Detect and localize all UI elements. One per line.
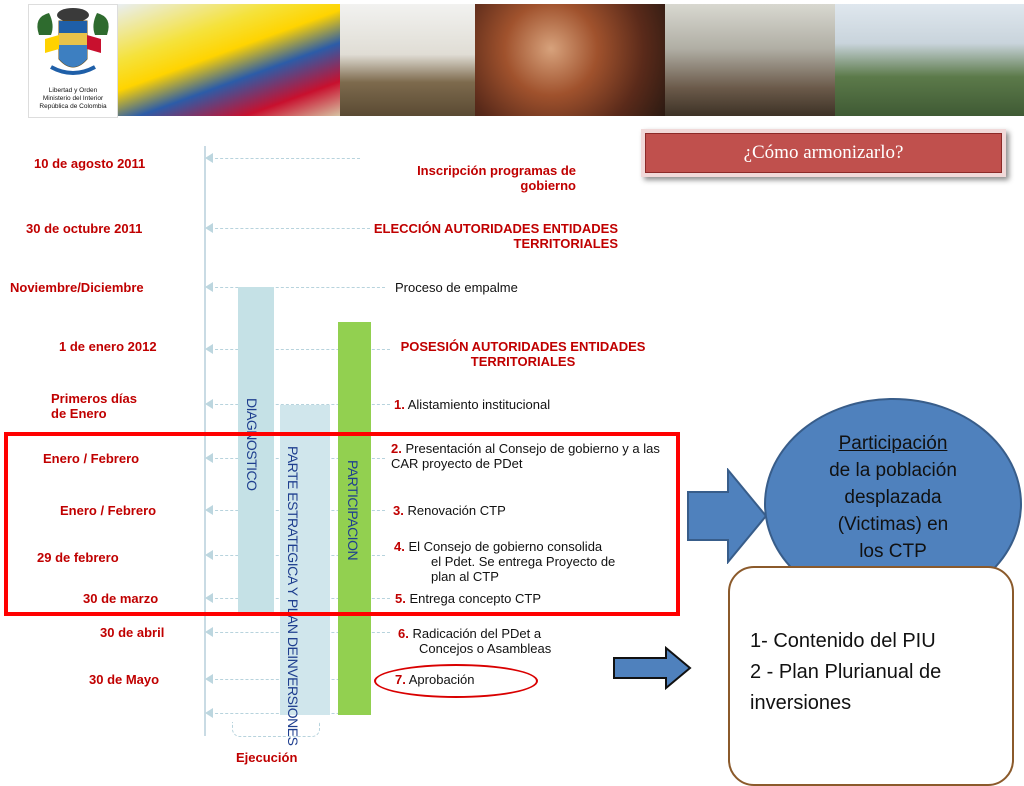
arrowhead-icon <box>205 708 213 718</box>
date-label: 1 de enero 2012 <box>59 339 157 354</box>
execution-bracket <box>232 722 320 737</box>
guide-line <box>210 287 385 288</box>
date-label: 29 de febrero <box>37 550 119 565</box>
flag-photo <box>118 4 340 116</box>
execution-label: Ejecución <box>236 750 298 765</box>
building-photo <box>340 4 475 116</box>
date-label: Enero / Febrero <box>43 451 140 466</box>
piu-box <box>728 566 1014 786</box>
date-label: 30 de abril <box>100 625 165 640</box>
crowd-photo <box>665 4 835 116</box>
coat-of-arms <box>28 4 118 118</box>
event-label: 4. El Consejo de gobierno consolida el Pdet. Se entrega Proyecto de plan al CTP <box>394 539 616 584</box>
question-box <box>641 129 1006 177</box>
highlight-oval <box>374 664 538 698</box>
event-label: 1. Alistamiento institucional <box>394 397 551 412</box>
people-photo <box>475 4 665 116</box>
guide-line <box>210 228 370 229</box>
arrowhead-icon <box>205 674 213 684</box>
coat-of-arms-icon <box>29 5 117 85</box>
bar-parte-estrategica-label: PARTE ESTRATEGICA Y PLAN DEINVERSIONES <box>285 446 301 746</box>
event-label: Proceso de empalme <box>395 280 518 295</box>
right-arrow-icon <box>686 468 768 564</box>
arrowhead-icon <box>205 399 213 409</box>
arrowhead-icon <box>205 282 213 292</box>
arrowhead-icon <box>205 627 213 637</box>
event-label: 7. Aprobación <box>395 672 475 687</box>
landscape-photo <box>835 4 1024 116</box>
event-label: 6. Radicación del PDet a Concejos o Asambleas <box>398 626 552 656</box>
piu-text: 1- Contenido del PIU 2 - Plan Plurianual de inversiones <box>750 630 942 714</box>
event-label: 5. Entrega concepto CTP <box>395 591 541 606</box>
guide-line <box>210 158 360 159</box>
event-label: ELECCIÓN AUTORIDADES ENTIDADES TERRITORIALES <box>373 221 618 251</box>
header-banner <box>0 0 1024 116</box>
date-label: Noviembre/Diciembre <box>10 280 144 295</box>
bar-participacion-label: PARTICIPACION <box>345 460 361 561</box>
bar-diagnostico-label: DIAGNOSTICO <box>244 398 260 491</box>
arrowhead-icon <box>205 223 213 233</box>
event-label: 2. Presentación al Consejo de gobierno y a las CAR proyecto de PDet <box>391 441 660 471</box>
highlight-frame <box>4 432 680 616</box>
arrowhead-icon <box>205 344 213 354</box>
date-label: Enero / Febrero <box>60 503 157 518</box>
event-label: 3. Renovación CTP <box>393 503 506 518</box>
date-label: 30 de marzo <box>83 591 159 606</box>
right-arrow-icon <box>612 646 692 690</box>
participation-text: Participación de la población desplazada (Victimas) en los CTP <box>829 433 957 562</box>
event-label: POSESIÓN AUTORIDADES ENTIDADES TERRITORIALES <box>400 339 646 369</box>
event-label: Inscripción programas de gobierno <box>417 163 576 193</box>
date-label: 30 de Mayo <box>89 672 160 687</box>
date-label: Primeros días de Enero <box>51 391 137 421</box>
date-label: 10 de agosto 2011 <box>34 156 146 171</box>
question-text: ¿Cómo armonizarlo? <box>645 133 1002 173</box>
date-label: 30 de octubre 2011 <box>26 221 143 236</box>
arrowhead-icon <box>205 153 213 163</box>
motto-text: Libertad y Orden Ministerio del Interior República de Colombia <box>39 87 107 110</box>
